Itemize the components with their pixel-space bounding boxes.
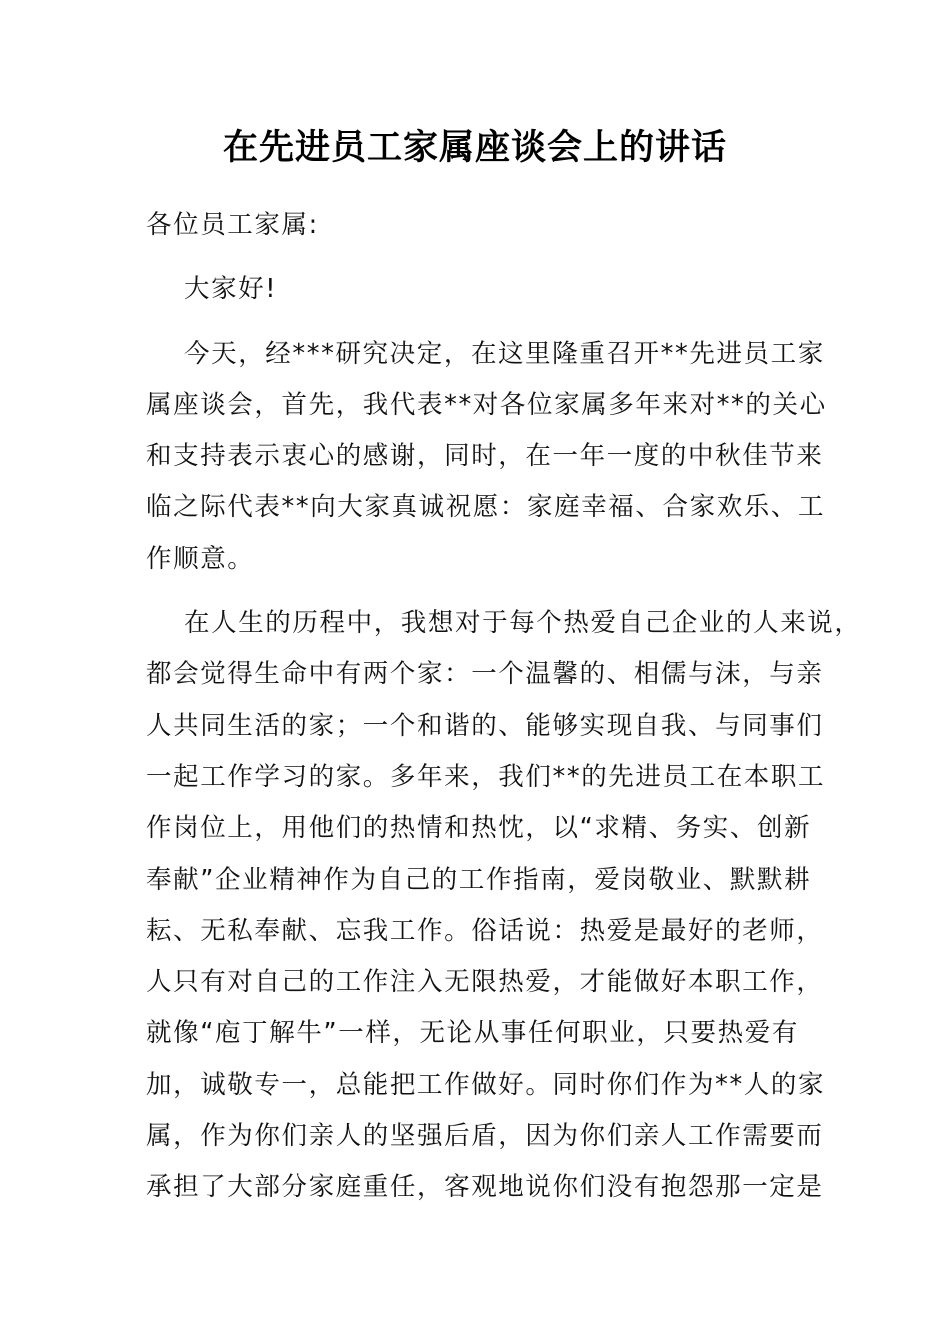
paragraph-line: 作顺意。 <box>146 543 255 574</box>
paragraph-line: 属座谈会，首先，我代表**对各位家属多年来对**的关心 <box>146 389 827 420</box>
paragraph-line: 人共同生活的家；一个和谐的、能够实现自我、与同事们 <box>146 710 824 741</box>
paragraph-1 <box>146 329 826 585</box>
paragraph-line: 和支持表示衷心的感谢，同时，在一年一度的中秋佳节来 <box>146 441 824 472</box>
paragraph-line: 临之际代表**向大家真诚祝愿：家庭幸福、合家欢乐、工 <box>146 492 826 523</box>
paragraph-line: 人只有对自己的工作注入无限热爱，才能做好本职工作， <box>146 967 824 998</box>
paragraph-line: 在人生的历程中，我想对于每个热爱自己企业的人来说， <box>184 608 862 639</box>
greeting: 大家好! <box>184 274 278 305</box>
paragraph-gap <box>146 585 826 598</box>
paragraph-line: 属，作为你们亲人的坚强后盾，因为你们亲人工作需要而 <box>146 1121 824 1152</box>
document-title: 在先进员工家属座谈会上的讲话 <box>222 127 727 168</box>
paragraph-gap <box>146 251 826 264</box>
paragraph-line: 一起工作学习的家。多年来，我们**的先进员工在本职工 <box>146 761 826 792</box>
paragraph-gap <box>146 316 826 329</box>
paragraph-line: 作岗位上，用他们的热情和热忱，以“求精、务实、创新 <box>146 813 812 844</box>
paragraph-2 <box>146 598 862 1214</box>
salutation: 各位员工家属: <box>146 210 319 240</box>
paragraph-line: 耘、无私奉献、忘我工作。俗话说：热爱是最好的老师， <box>146 915 824 946</box>
paragraph-line: 承担了大部分家庭重任，客观地说你们没有抱怨那一定是 <box>146 1172 824 1203</box>
paragraph-line: 加，诚敬专一，总能把工作做好。同时你们作为**人的家 <box>146 1069 826 1100</box>
paragraph-line: 今天，经***研究决定，在这里隆重召开**先进员工家 <box>184 338 825 369</box>
paragraph-line: 就像“庖丁解牛”一样，无论从事任何职业，只要热爱有 <box>146 1018 799 1049</box>
paragraph-line: 都会觉得生命中有两个家：一个温馨的、相儒与沫，与亲 <box>146 659 824 690</box>
document-body <box>146 200 862 1214</box>
paragraph-line: 奉献”企业精神作为自己的工作指南，爱岗敬业、默默耕 <box>146 864 812 895</box>
